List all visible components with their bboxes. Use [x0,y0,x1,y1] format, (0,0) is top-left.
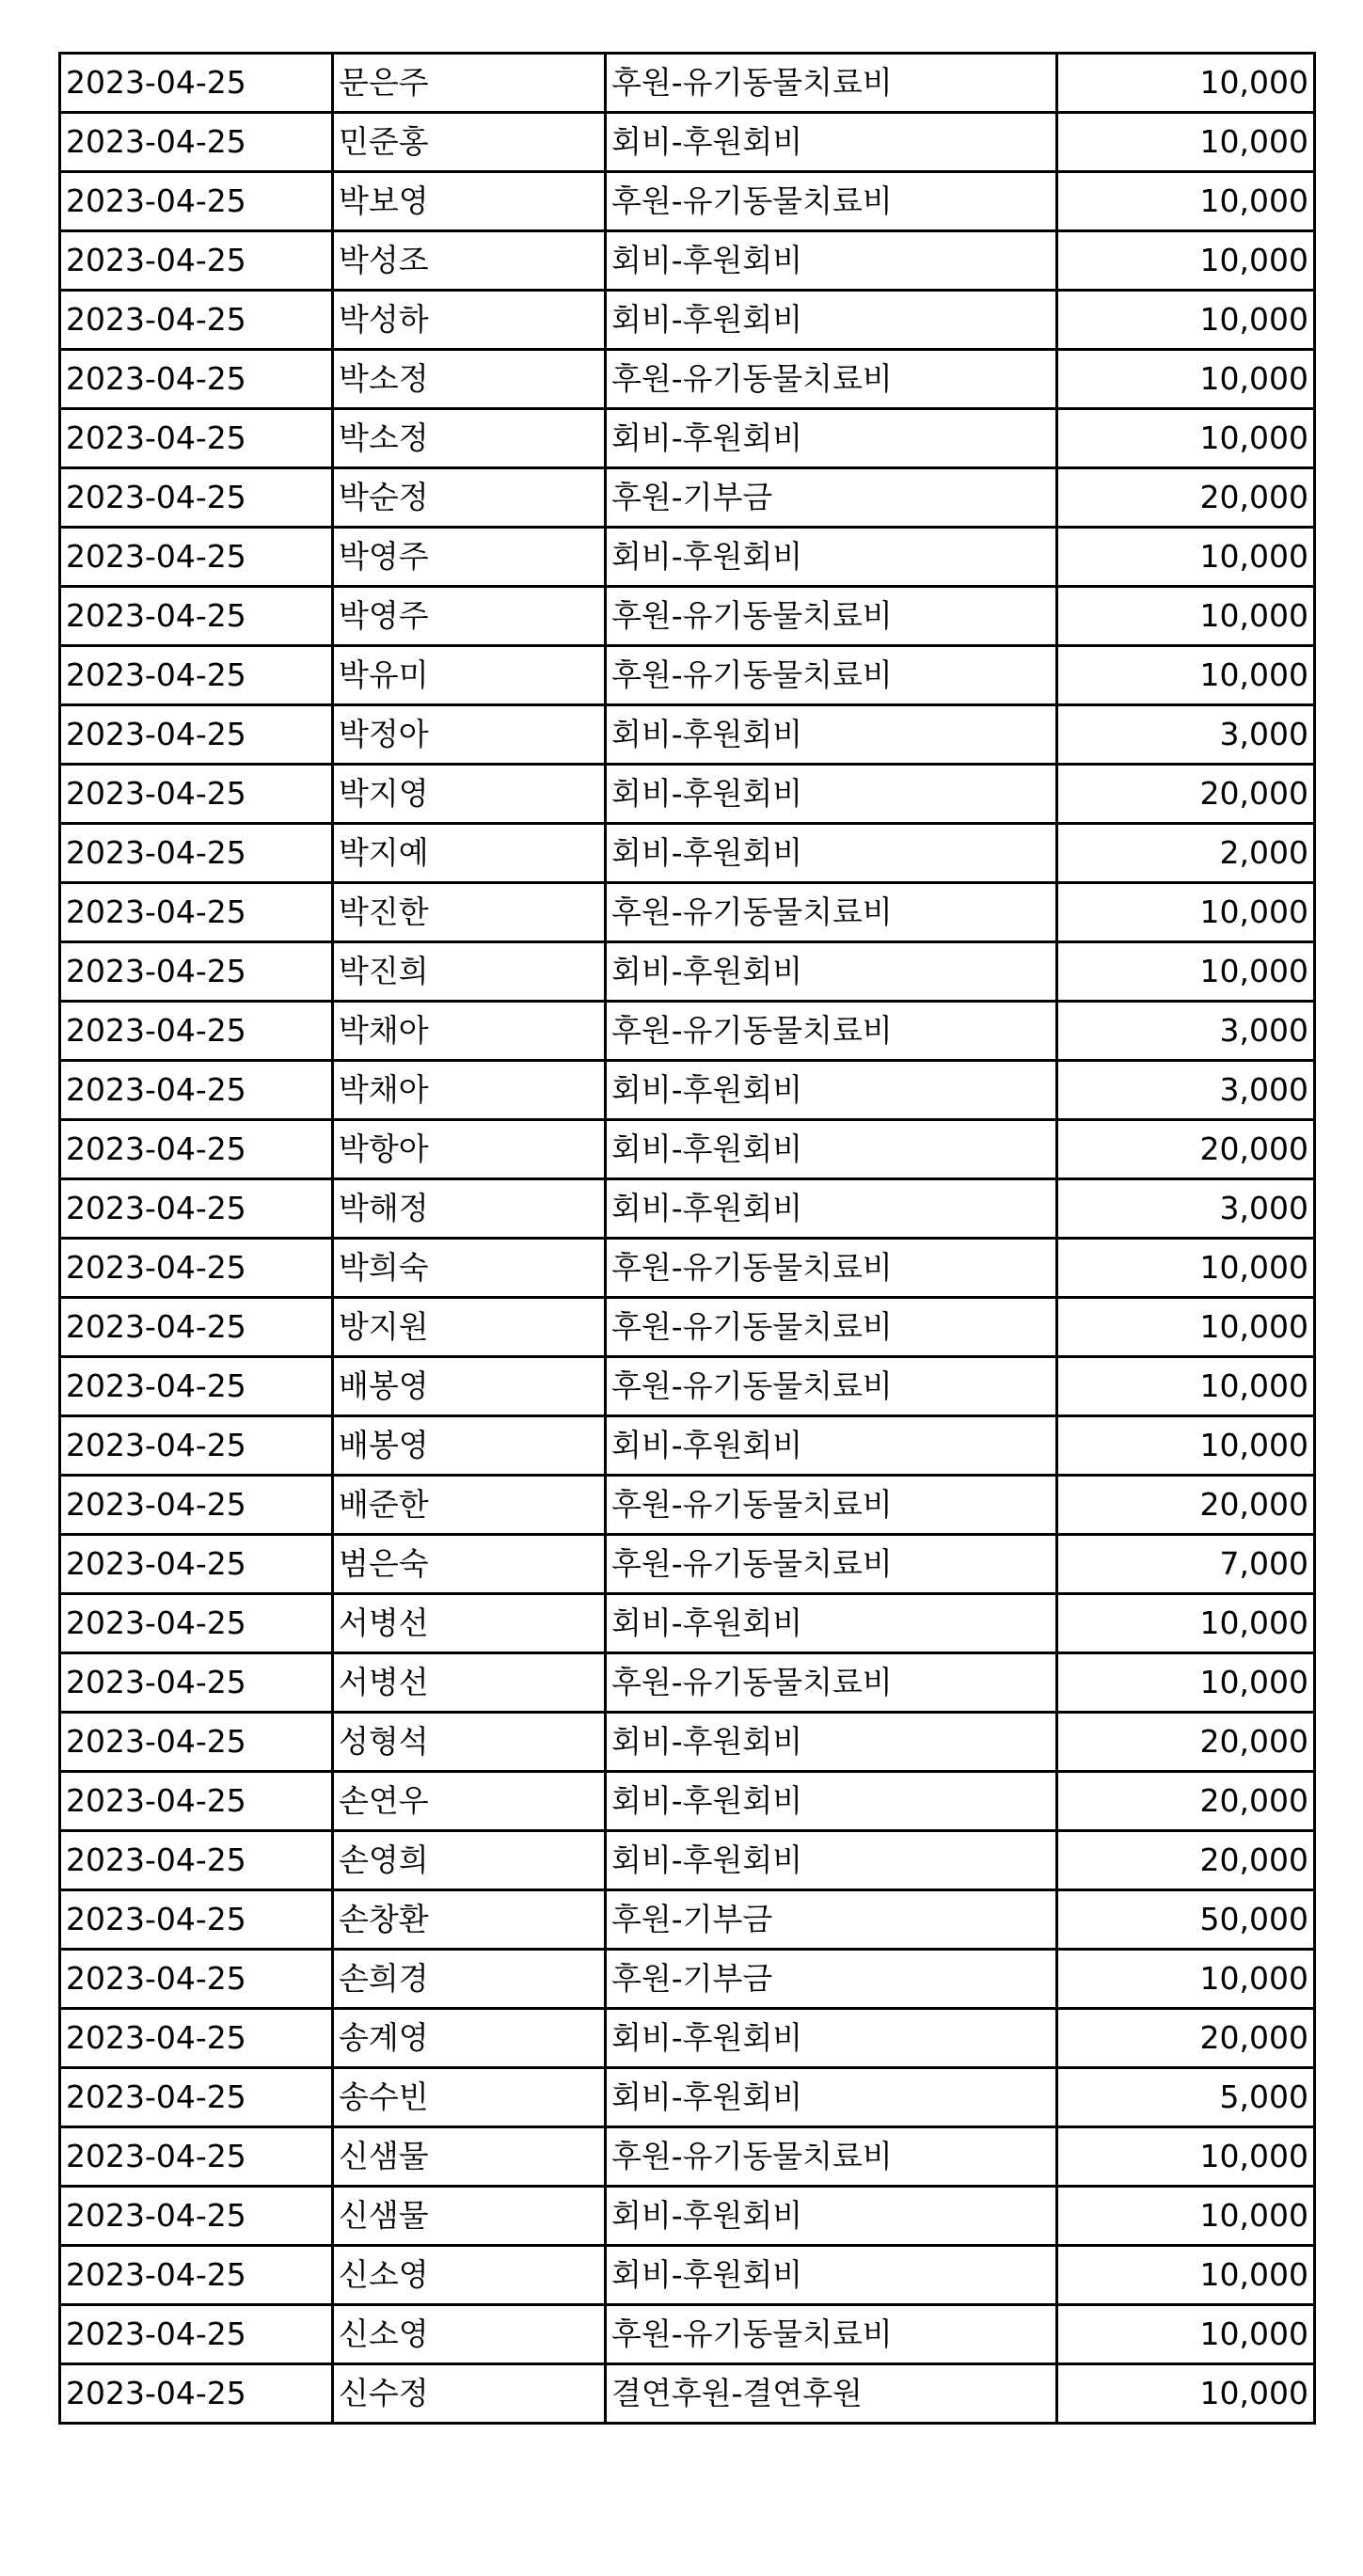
date-cell: 2023-04-25 [60,2187,333,2246]
name-cell: 신수정 [333,2364,606,2424]
table-row [60,1950,1315,2009]
table-row [60,291,1315,350]
date-cell: 2023-04-25 [60,587,333,646]
table-row [60,1002,1315,1061]
table-row [60,1476,1315,1535]
date-cell: 2023-04-25 [60,528,333,587]
name-cell: 송수빈 [333,2068,606,2127]
category-cell: 후원-기부금 [606,1950,1057,2009]
name-cell: 박보영 [333,172,606,231]
amount-cell: 10,000 [1057,409,1315,468]
date-cell: 2023-04-25 [60,1239,333,1298]
category-cell: 회비-후원회비 [606,2187,1057,2246]
amount-cell: 3,000 [1057,705,1315,765]
table-row [60,1120,1315,1179]
date-cell: 2023-04-25 [60,765,333,824]
amount-cell: 3,000 [1057,1002,1315,1061]
amount-cell: 10,000 [1057,1357,1315,1416]
name-cell: 박영주 [333,587,606,646]
ledger-body [60,54,1315,2424]
category-cell: 후원-유기동물치료비 [606,172,1057,231]
name-cell: 성형석 [333,1713,606,1772]
category-cell: 후원-유기동물치료비 [606,1357,1057,1416]
amount-cell: 20,000 [1057,1120,1315,1179]
name-cell: 박희숙 [333,1239,606,1298]
amount-cell: 10,000 [1057,1594,1315,1653]
name-cell: 박영주 [333,528,606,587]
name-cell: 배봉영 [333,1357,606,1416]
name-cell: 박소정 [333,409,606,468]
date-cell: 2023-04-25 [60,1594,333,1653]
name-cell: 손영희 [333,1831,606,1890]
amount-cell: 10,000 [1057,942,1315,1002]
name-cell: 박지영 [333,765,606,824]
name-cell: 배준한 [333,1476,606,1535]
category-cell: 후원-유기동물치료비 [606,2127,1057,2187]
table-row [60,1772,1315,1831]
table-row [60,883,1315,942]
table-row [60,2068,1315,2127]
amount-cell: 50,000 [1057,1890,1315,1950]
date-cell: 2023-04-25 [60,291,333,350]
date-cell: 2023-04-25 [60,1416,333,1476]
amount-cell: 10,000 [1057,1416,1315,1476]
date-cell: 2023-04-25 [60,1653,333,1713]
category-cell: 후원-유기동물치료비 [606,54,1057,113]
amount-cell: 10,000 [1057,2364,1315,2424]
name-cell: 박유미 [333,646,606,705]
category-cell: 회비-후원회비 [606,765,1057,824]
amount-cell: 20,000 [1057,468,1315,528]
name-cell: 박항아 [333,1120,606,1179]
category-cell: 후원-유기동물치료비 [606,2305,1057,2364]
name-cell: 신샘물 [333,2127,606,2187]
table-row [60,54,1315,113]
table-row [60,2364,1315,2424]
name-cell: 박정아 [333,705,606,765]
amount-cell: 20,000 [1057,765,1315,824]
amount-cell: 10,000 [1057,883,1315,942]
category-cell: 회비-후원회비 [606,291,1057,350]
name-cell: 박성하 [333,291,606,350]
date-cell: 2023-04-25 [60,2127,333,2187]
date-cell: 2023-04-25 [60,1713,333,1772]
table-row [60,409,1315,468]
category-cell: 회비-후원회비 [606,113,1057,172]
category-cell: 후원-유기동물치료비 [606,646,1057,705]
date-cell: 2023-04-25 [60,1179,333,1239]
amount-cell: 10,000 [1057,2305,1315,2364]
name-cell: 손희경 [333,1950,606,2009]
category-cell: 회비-후원회비 [606,231,1057,291]
amount-cell: 5,000 [1057,2068,1315,2127]
category-cell: 회비-후원회비 [606,1713,1057,1772]
name-cell: 송계영 [333,2009,606,2068]
date-cell: 2023-04-25 [60,1950,333,2009]
name-cell: 박순정 [333,468,606,528]
category-cell: 회비-후원회비 [606,1061,1057,1120]
category-cell: 회비-후원회비 [606,824,1057,883]
amount-cell: 10,000 [1057,528,1315,587]
date-cell: 2023-04-25 [60,1476,333,1535]
table-row [60,2127,1315,2187]
date-cell: 2023-04-25 [60,1002,333,1061]
name-cell: 배봉영 [333,1416,606,1476]
category-cell: 후원-기부금 [606,468,1057,528]
table-row [60,1653,1315,1713]
date-cell: 2023-04-25 [60,1298,333,1357]
date-cell: 2023-04-25 [60,2009,333,2068]
category-cell: 후원-유기동물치료비 [606,1298,1057,1357]
amount-cell: 10,000 [1057,231,1315,291]
name-cell: 신샘물 [333,2187,606,2246]
table-row [60,1713,1315,1772]
category-cell: 후원-기부금 [606,1890,1057,1950]
amount-cell: 10,000 [1057,113,1315,172]
category-cell: 회비-후원회비 [606,942,1057,1002]
amount-cell: 10,000 [1057,2246,1315,2305]
amount-cell: 7,000 [1057,1535,1315,1594]
table-row [60,1357,1315,1416]
category-cell: 회비-후원회비 [606,2009,1057,2068]
table-row [60,705,1315,765]
name-cell: 박진한 [333,883,606,942]
amount-cell: 20,000 [1057,2009,1315,2068]
name-cell: 방지원 [333,1298,606,1357]
donation-ledger-table [58,52,1316,2425]
date-cell: 2023-04-25 [60,824,333,883]
amount-cell: 2,000 [1057,824,1315,883]
table-row [60,1298,1315,1357]
table-row [60,1890,1315,1950]
amount-cell: 10,000 [1057,350,1315,409]
amount-cell: 10,000 [1057,1950,1315,2009]
name-cell: 신소영 [333,2305,606,2364]
category-cell: 회비-후원회비 [606,705,1057,765]
amount-cell: 10,000 [1057,2127,1315,2187]
name-cell: 서병선 [333,1653,606,1713]
table-row [60,765,1315,824]
name-cell: 박진희 [333,942,606,1002]
category-cell: 후원-유기동물치료비 [606,883,1057,942]
date-cell: 2023-04-25 [60,350,333,409]
category-cell: 회비-후원회비 [606,1120,1057,1179]
amount-cell: 10,000 [1057,646,1315,705]
table-row [60,172,1315,231]
date-cell: 2023-04-25 [60,1772,333,1831]
amount-cell: 10,000 [1057,1239,1315,1298]
date-cell: 2023-04-25 [60,705,333,765]
category-cell: 회비-후원회비 [606,1416,1057,1476]
date-cell: 2023-04-25 [60,54,333,113]
date-cell: 2023-04-25 [60,1831,333,1890]
date-cell: 2023-04-25 [60,468,333,528]
date-cell: 2023-04-25 [60,1535,333,1594]
amount-cell: 10,000 [1057,1653,1315,1713]
date-cell: 2023-04-25 [60,2068,333,2127]
amount-cell: 3,000 [1057,1179,1315,1239]
date-cell: 2023-04-25 [60,2364,333,2424]
table-row [60,2187,1315,2246]
table-row [60,824,1315,883]
table-row [60,113,1315,172]
date-cell: 2023-04-25 [60,113,333,172]
category-cell: 회비-후원회비 [606,1831,1057,1890]
date-cell: 2023-04-25 [60,1120,333,1179]
name-cell: 서병선 [333,1594,606,1653]
table-row [60,1535,1315,1594]
category-cell: 후원-유기동물치료비 [606,1002,1057,1061]
date-cell: 2023-04-25 [60,231,333,291]
date-cell: 2023-04-25 [60,1890,333,1950]
category-cell: 회비-후원회비 [606,528,1057,587]
category-cell: 회비-후원회비 [606,1594,1057,1653]
table-row [60,1179,1315,1239]
date-cell: 2023-04-25 [60,646,333,705]
table-row [60,1594,1315,1653]
table-row [60,1061,1315,1120]
category-cell: 후원-유기동물치료비 [606,350,1057,409]
name-cell: 박해정 [333,1179,606,1239]
name-cell: 박소정 [333,350,606,409]
date-cell: 2023-04-25 [60,942,333,1002]
table-row [60,1831,1315,1890]
category-cell: 결연후원-결연후원 [606,2364,1057,2424]
category-cell: 후원-유기동물치료비 [606,587,1057,646]
category-cell: 회비-후원회비 [606,1772,1057,1831]
amount-cell: 10,000 [1057,2187,1315,2246]
table-row [60,646,1315,705]
date-cell: 2023-04-25 [60,1357,333,1416]
name-cell: 문은주 [333,54,606,113]
amount-cell: 10,000 [1057,1298,1315,1357]
amount-cell: 10,000 [1057,54,1315,113]
category-cell: 후원-유기동물치료비 [606,1535,1057,1594]
table-row [60,2305,1315,2364]
amount-cell: 20,000 [1057,1476,1315,1535]
category-cell: 회비-후원회비 [606,2068,1057,2127]
category-cell: 후원-유기동물치료비 [606,1476,1057,1535]
table-row [60,587,1315,646]
name-cell: 박성조 [333,231,606,291]
name-cell: 신소영 [333,2246,606,2305]
category-cell: 회비-후원회비 [606,2246,1057,2305]
table-row [60,231,1315,291]
table-row [60,528,1315,587]
category-cell: 회비-후원회비 [606,1179,1057,1239]
category-cell: 후원-유기동물치료비 [606,1239,1057,1298]
category-cell: 회비-후원회비 [606,409,1057,468]
name-cell: 민준홍 [333,113,606,172]
table-row [60,942,1315,1002]
amount-cell: 20,000 [1057,1772,1315,1831]
table-row [60,1416,1315,1476]
amount-cell: 3,000 [1057,1061,1315,1120]
table-row [60,2246,1315,2305]
date-cell: 2023-04-25 [60,2246,333,2305]
name-cell: 손창환 [333,1890,606,1950]
name-cell: 손연우 [333,1772,606,1831]
date-cell: 2023-04-25 [60,1061,333,1120]
amount-cell: 10,000 [1057,587,1315,646]
amount-cell: 10,000 [1057,172,1315,231]
amount-cell: 20,000 [1057,1831,1315,1890]
category-cell: 후원-유기동물치료비 [606,1653,1057,1713]
amount-cell: 20,000 [1057,1713,1315,1772]
table-row [60,2009,1315,2068]
name-cell: 박지예 [333,824,606,883]
date-cell: 2023-04-25 [60,883,333,942]
table-row [60,1239,1315,1298]
date-cell: 2023-04-25 [60,172,333,231]
date-cell: 2023-04-25 [60,409,333,468]
amount-cell: 10,000 [1057,291,1315,350]
table-row [60,350,1315,409]
name-cell: 박채아 [333,1061,606,1120]
table-row [60,468,1315,528]
date-cell: 2023-04-25 [60,2305,333,2364]
name-cell: 박채아 [333,1002,606,1061]
name-cell: 범은숙 [333,1535,606,1594]
